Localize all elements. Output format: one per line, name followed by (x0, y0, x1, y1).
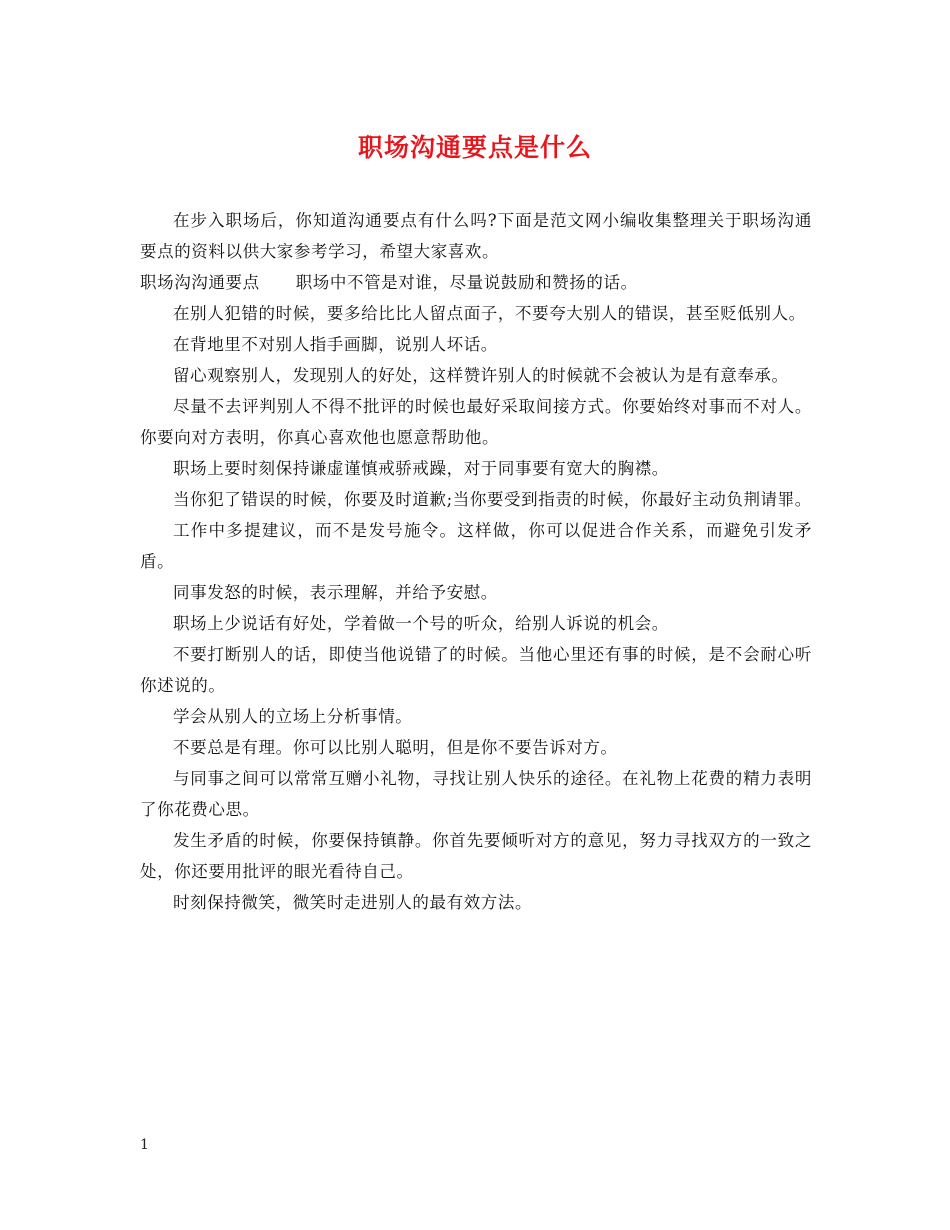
paragraph-15: 时刻保持微笑，微笑时走进别人的最有效方法。 (173, 893, 533, 912)
paragraph-14: 发生矛盾的时候，你要保持镇静。你首先要倾听对方的意见，努力寻找双方的一致之处，你还要用批评的眼光看待自己。 (140, 831, 812, 881)
paragraph-10: 不要打断别人的话，即使当他说错了的时候。当他心里还有事的时候，是不会耐心听你述说的。 (140, 645, 812, 695)
paragraph-11: 学会从别人的立场上分析事情。 (173, 707, 413, 726)
paragraph-5: 职场上要时刻保持谦虚谨慎戒骄戒躁，对于同事要有宽大的胸襟。 (173, 459, 669, 478)
page-number: 1 (140, 1137, 149, 1153)
paragraph-6: 当你犯了错误的时候，你要及时道歉;当你要受到指责的时候，你最好主动负荆请罪。 (173, 490, 812, 509)
paragraph-2: 在背地里不对别人指手画脚，说别人坏话。 (173, 335, 498, 354)
paragraph-7: 工作中多提建议，而不是发号施令。这样做，你可以促进合作关系，而避免引发矛盾。 (140, 521, 812, 571)
paragraph-8: 同事发怒的时候，表示理解，并给予安慰。 (173, 583, 498, 602)
paragraph-3: 留心观察别人，发现别人的好处，这样赞许别人的时候就不会被认为是有意奉承。 (173, 366, 789, 385)
intro-paragraph: 在步入职场后，你知道沟通要点有什么吗?下面是范文网小编收集整理关于职场沟通要点的资料以供大家参考学习，希望大家喜欢。 (140, 211, 812, 261)
document-body (140, 205, 812, 918)
page-title: 职场沟通要点是什么 (357, 133, 592, 162)
paragraph-1: 在别人犯错的时候，要多给比比人留点面子，不要夸大别人的错误，甚至贬低别人。 (173, 304, 806, 323)
section-heading-label: 职场沟沟通要点 (140, 273, 260, 292)
section-heading-text: 职场中不管是对谁，尽量说鼓励和赞扬的话。 (295, 273, 638, 292)
paragraph-13: 与同事之间可以常常互赠小礼物，寻找让别人快乐的途径。在礼物上花费的精力表明了你花费心思。 (140, 769, 812, 819)
section-heading-paragraph (140, 267, 812, 298)
paragraph-9: 职场上少说话有好处，学着做一个号的听众，给别人诉说的机会。 (173, 614, 669, 633)
paragraph-12: 不要总是有理。你可以比别人聪明，但是你不要告诉对方。 (173, 738, 618, 757)
paragraph-4: 尽量不去评判别人不得不批评的时候也最好采取间接方式。你要始终对事而不对人。你要向对方表明，你真心喜欢他也愿意帮助他。 (140, 397, 812, 447)
